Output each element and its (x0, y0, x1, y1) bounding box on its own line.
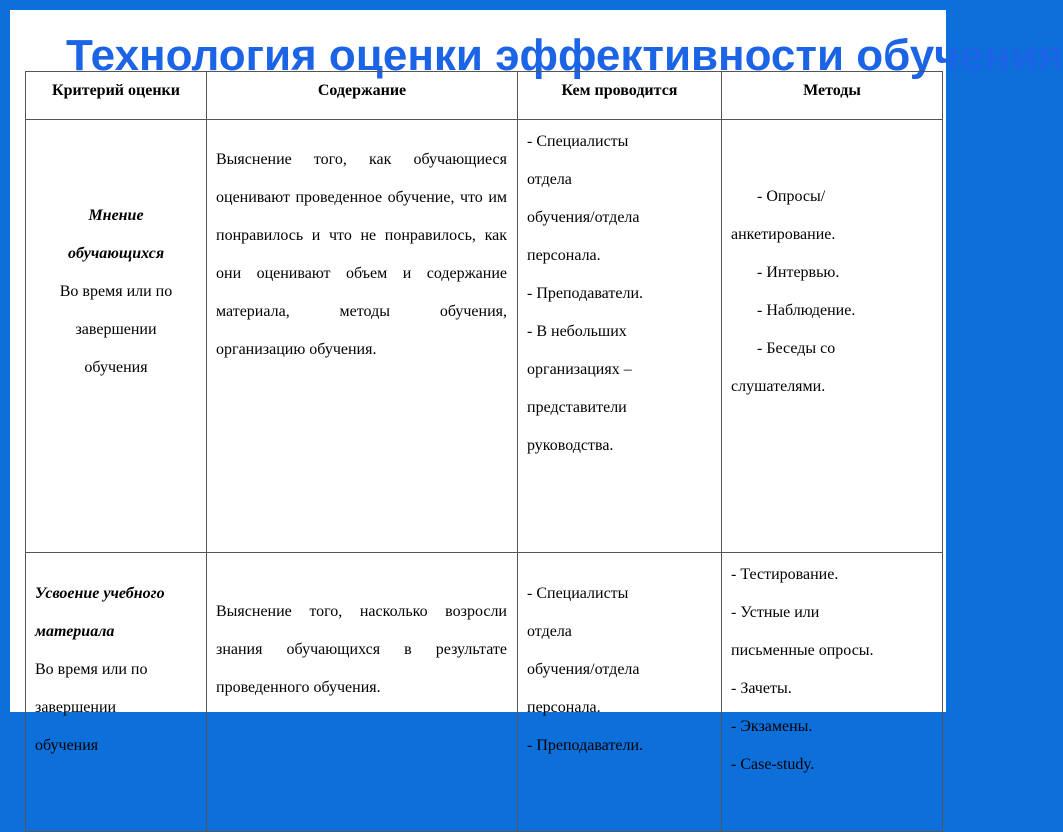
criterion-note: завершении (75, 321, 157, 338)
criterion-note: завершении (35, 699, 117, 716)
slide (10, 10, 1063, 773)
method-line: - Экзамены. (731, 718, 813, 735)
table-header-row (26, 72, 943, 120)
who-line: - Преподаватели. (527, 737, 643, 754)
criterion-note: Во время или по (35, 661, 148, 678)
who-line: персонала. (527, 247, 601, 264)
method-line: - Наблюдение. (757, 302, 856, 319)
method-line: - Интервью. (757, 264, 840, 281)
method-line: анкетирование. (731, 226, 836, 243)
who-line: обучения/отдела (527, 661, 640, 678)
criterion-name: материала (35, 623, 115, 640)
content-cell: Выяснение того, как обучающиеся оценивают проведенное обучение, что им понравилось и что не понравилось, как они оценивают объем и содержание материала, методы обучения, организацию обучения. (207, 120, 518, 553)
method-line: - Тестирование. (731, 566, 839, 583)
who-line: организациях – (527, 361, 632, 378)
who-cell (518, 120, 722, 553)
slide-title: Технология оценки эффективности обучения (66, 31, 1063, 80)
criterion-note: обучения (84, 359, 148, 376)
who-line: персонала. (527, 699, 601, 716)
who-line: представители (527, 399, 627, 416)
method-line: - Беседы со (757, 340, 836, 357)
header-criterion: Критерий оценки (26, 72, 207, 120)
criterion-cell (26, 120, 207, 553)
method-line: слушателями. (731, 378, 826, 395)
table-row (26, 120, 943, 553)
methods-cell (722, 553, 943, 832)
who-line: - Преподаватели. (527, 285, 643, 302)
who-line: - Специалисты (527, 585, 629, 602)
header-content: Содержание (207, 72, 518, 120)
method-line: - Зачеты. (731, 680, 792, 697)
who-line: отдела (527, 623, 572, 640)
methods-cell (722, 120, 943, 553)
header-who: Кем проводится (518, 72, 722, 120)
method-line: - Опросы/ (757, 188, 826, 205)
who-line: - В небольших (527, 323, 627, 340)
who-line: отдела (527, 171, 572, 188)
criterion-note: Во время или по (59, 283, 173, 300)
criterion-name: Мнение (88, 207, 144, 224)
evaluation-table (25, 71, 943, 832)
table-row (26, 553, 943, 832)
content-cell: Выяснение того, насколько возросли знания обучающихся в результате проведенного обучения. (207, 553, 518, 832)
criterion-name: обучающихся (67, 245, 165, 262)
header-methods: Методы (722, 72, 943, 120)
who-line: обучения/отдела (527, 209, 640, 226)
criterion-cell (26, 553, 207, 832)
who-cell (518, 553, 722, 832)
method-line: - Case-study. (731, 756, 815, 773)
method-line: письменные опросы. (731, 642, 874, 659)
criterion-name: Усвоение учебного (35, 585, 165, 602)
criterion-note: обучения (35, 737, 99, 754)
method-line: - Устные или (731, 604, 820, 621)
who-line: - Специалисты (527, 133, 629, 150)
who-line: руководства. (527, 437, 614, 454)
